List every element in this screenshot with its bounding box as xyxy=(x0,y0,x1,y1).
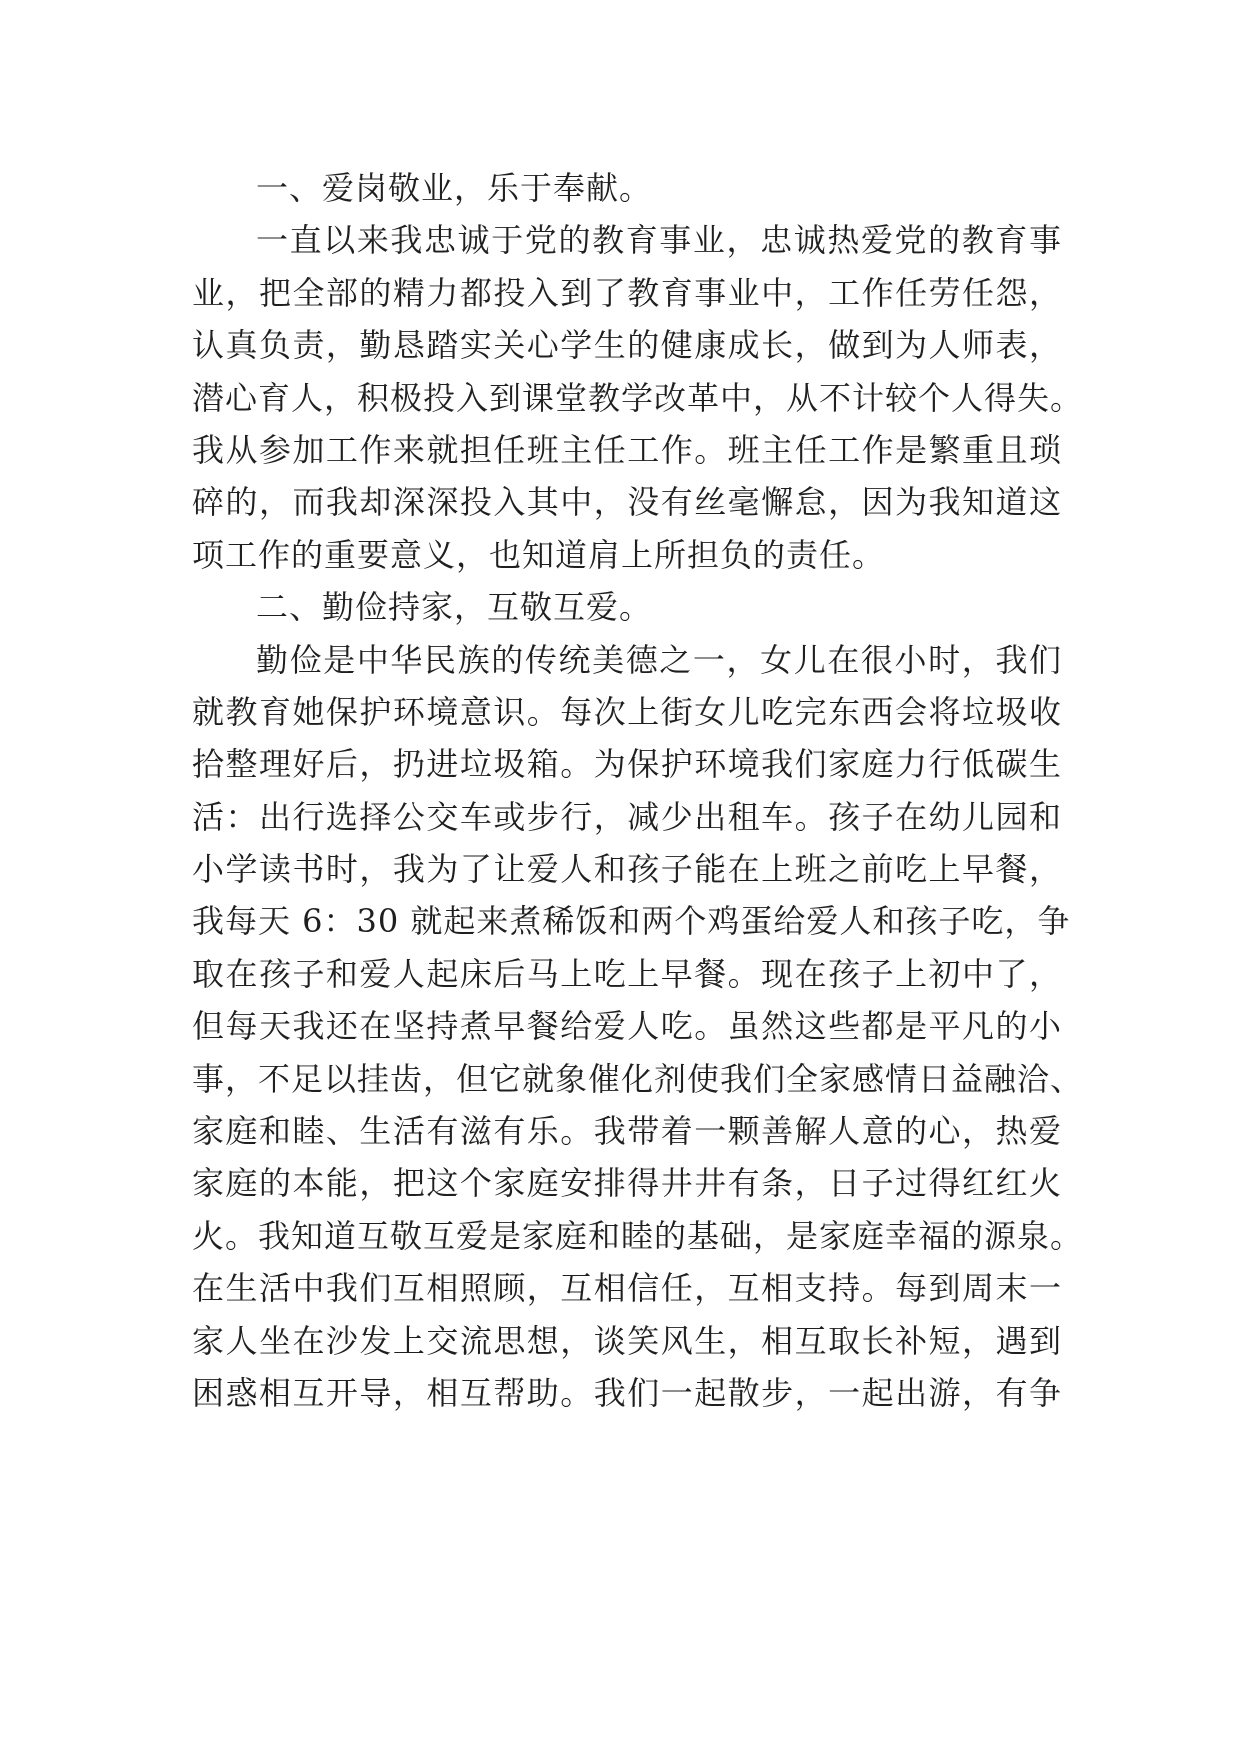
text-line: 活：出行选择公交车或步行，减少出租车。孩子在幼儿园和 xyxy=(192,797,1062,836)
document-body xyxy=(192,162,1084,1419)
text-line: 家庭的本能，把这个家庭安排得井井有条，日子过得红红火 xyxy=(192,1164,1062,1203)
paragraph-start-line: 一、爱岗敬业，乐于奉献。 xyxy=(256,169,653,207)
text-line: 项工作的重要意义，也知道肩上所担负的责任。 xyxy=(192,535,886,574)
text-line: 家人坐在沙发上交流思想，谈笑风生，相互取长补短，遇到 xyxy=(192,1321,1062,1360)
text-line: 认真负责，勤恳踏实关心学生的健康成长，做到为人师表， xyxy=(192,326,1062,365)
paragraph-start-line: 二、勤俭持家，互敬互爱。 xyxy=(256,588,653,627)
text-line: 我每天 6：30 就起来煮稀饭和两个鸡蛋给爱人和孩子吃，争 xyxy=(192,902,1071,941)
text-line: 事，不足以挂齿，但它就象催化剂使我们全家感情日益融洽、 xyxy=(192,1059,1084,1098)
text-line: 取在孩子和爱人起床后马上吃上早餐。现在孩子上初中了， xyxy=(192,954,1062,993)
text-line: 拾整理好后，扔进垃圾箱。为保护环境我们家庭力行低碳生 xyxy=(192,745,1062,784)
text-line: 火。我知道互敬互爱是家庭和睦的基础，是家庭幸福的源泉。 xyxy=(192,1216,1084,1255)
paragraph-start-line: 一直以来我忠诚于党的教育事业，忠诚热爱党的教育事 xyxy=(256,221,1062,260)
text-line: 碎的，而我却深深投入其中，没有丝毫懈怠，因为我知道这 xyxy=(192,483,1062,522)
paragraph-start-line: 勤俭是中华民族的传统美德之一，女儿在很小时，我们 xyxy=(256,640,1062,679)
text-line: 就教育她保护环境意识。每次上街女儿吃完东西会将垃圾收 xyxy=(192,692,1062,731)
text-line: 我从参加工作来就担任班主任工作。班主任工作是繁重且琐 xyxy=(192,430,1062,469)
text-line: 小学读书时，我为了让爱人和孩子能在上班之前吃上早餐， xyxy=(192,850,1062,889)
text-line: 家庭和睦、生活有滋有乐。我带着一颗善解人意的心，热爱 xyxy=(192,1112,1062,1151)
text-line: 但每天我还在坚持煮早餐给爱人吃。虽然这些都是平凡的小 xyxy=(192,1007,1062,1046)
text-line: 潜心育人，积极投入到课堂教学改革中，从不计较个人得失。 xyxy=(192,378,1084,417)
text-line: 在生活中我们互相照顾，互相信任，互相支持。每到周末一 xyxy=(192,1269,1062,1308)
text-line: 困惑相互开导，相互帮助。我们一起散步，一起出游，有争 xyxy=(192,1373,1062,1412)
text-line: 业，把全部的精力都投入到了教育事业中，工作任劳任怨， xyxy=(192,273,1062,312)
